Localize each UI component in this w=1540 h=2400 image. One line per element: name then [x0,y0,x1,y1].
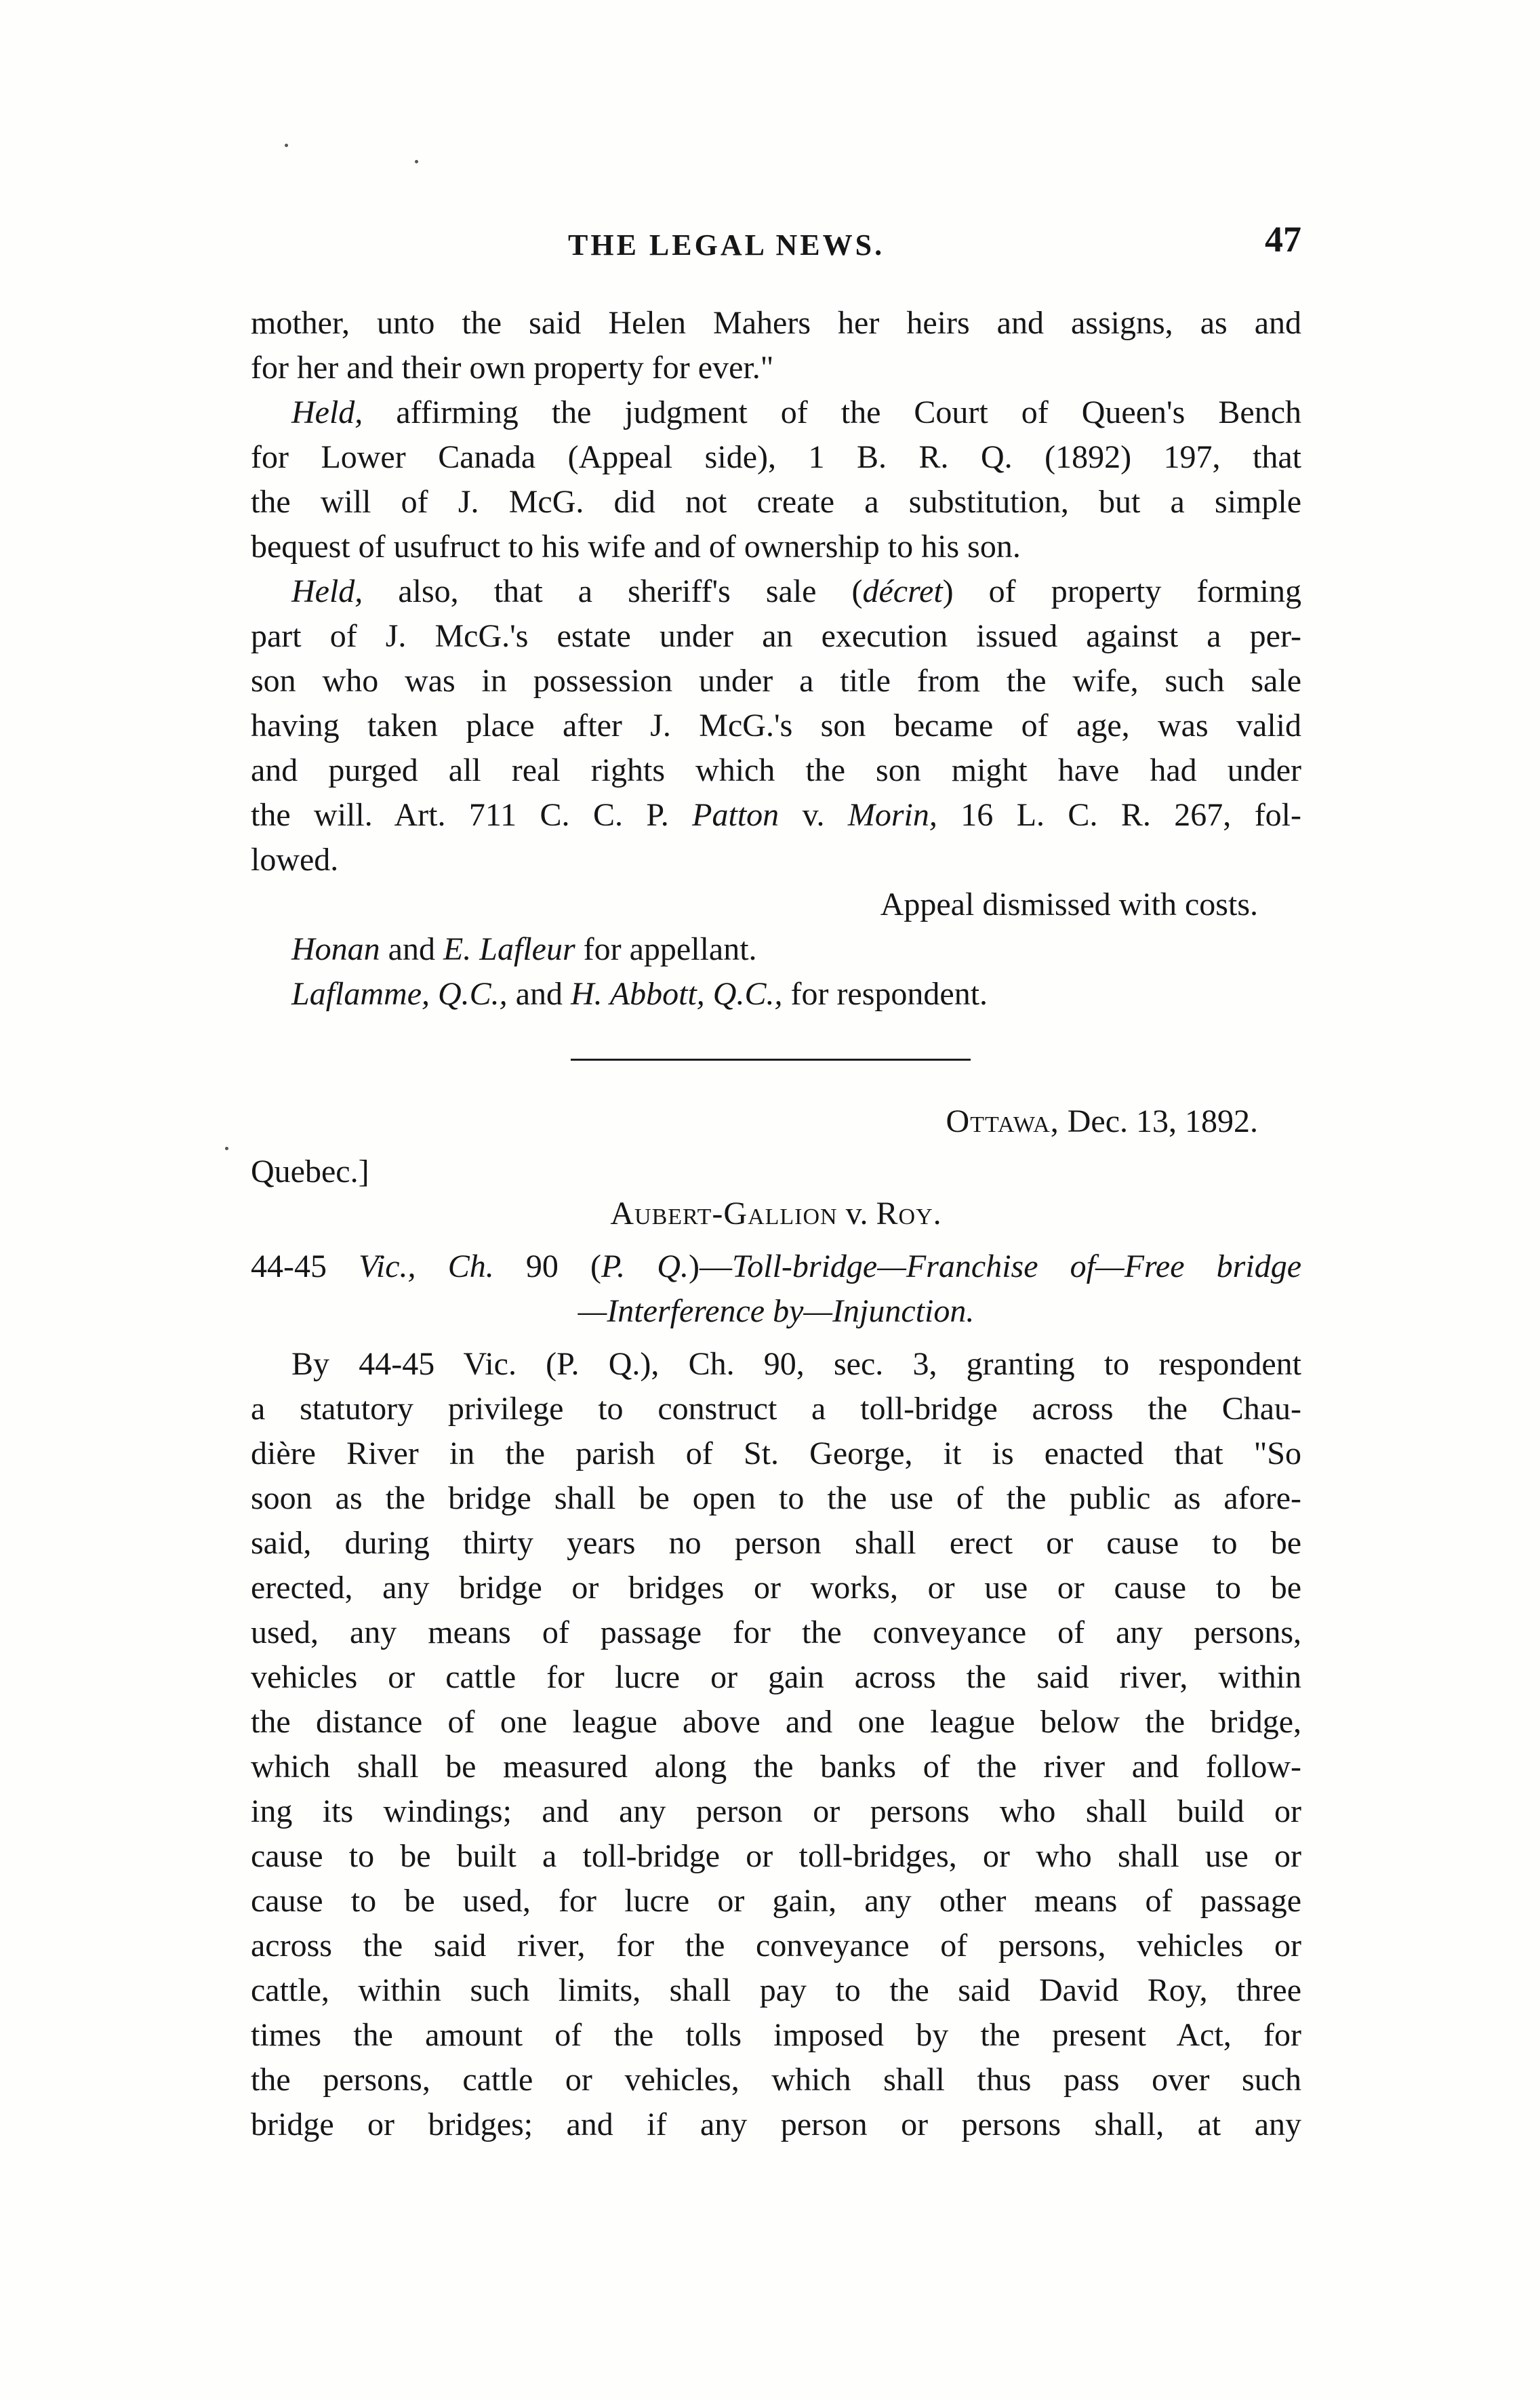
headnote: 44-45 Vic., Ch. 90 (P. Q.)—Toll-bridge—Franchise of—Free bridge [251,1248,1301,1284]
case-two-text [251,1099,1301,2147]
page-number: 47 [1265,219,1301,260]
text-line: ing its windings; and any person or persons who shall build or [251,1793,1301,1829]
case-one-text [251,301,1301,1017]
disposition: Appeal dismissed with costs. [880,887,1258,922]
text-line: cause to be built a toll-bridge or toll-bridges, or who shall use or [251,1838,1301,1874]
scan-speck [225,1147,228,1150]
text-line: part of J. McG.'s estate under an execution issued against a per- [251,618,1301,654]
text-line: and purged all real rights which the son might have had under [251,752,1301,788]
text-line: bequest of usufruct to his wife and of ownership to his son. [251,529,1021,565]
text-line: bridge or bridges; and if any person or persons shall, at any [251,2107,1301,2142]
dateline: Ottawa, Dec. 13, 1892. [946,1103,1258,1139]
text-line: son who was in possession under a title from the wife, such sale [251,663,1301,699]
text-line: a statutory privilege to construct a toll-bridge across the Chau- [251,1391,1301,1427]
running-header [251,218,1301,266]
text-line: times the amount of the tolls imposed by the present Act, for [251,2017,1301,2053]
text-line: By 44-45 Vic. (P. Q.), Ch. 90, sec. 3, granting to respondent [291,1346,1301,1382]
text-line: for her and their own property for ever." [251,350,774,386]
text-line: for Lower Canada (Appeal side), 1 B. R. Q. (1892) 197, that [251,439,1301,475]
section-divider [571,1059,971,1061]
scan-speck [415,160,418,163]
running-title: THE LEGAL NEWS. [568,228,885,262]
text-line: said, during thirty years no person shall erect or cause to be [251,1525,1301,1561]
text-line: the persons, cattle or vehicles, which shall thus pass over such [251,2062,1301,2098]
text-line: the will of J. McG. did not create a substitution, but a simple [251,484,1301,520]
text-line: erected, any bridge or bridges or works, or use or cause to be [251,1570,1301,1606]
headnote: —Interference by—Injunction. [578,1293,975,1329]
scan-speck [285,144,288,147]
text-line: which shall be measured along the banks of the river and follow- [251,1749,1301,1785]
text-line: having taken place after J. McG.'s son became of age, was valid [251,708,1301,744]
text-line: soon as the bridge shall be open to the use of the public as afore- [251,1480,1301,1516]
text-line: used, any means of passage for the conveyance of any persons, [251,1614,1301,1650]
counsel-appellant: Honan and E. Lafleur for appellant. [291,931,757,967]
held-label: Held, [291,573,363,609]
text-line: Held, also, that a sheriff's sale (décret) of property forming [291,573,1301,609]
counsel-respondent: Laflamme, Q.C., and H. Abbott, Q.C., for respondent. [291,976,988,1012]
province: Quebec.] [251,1154,369,1189]
text-line: dière River in the parish of St. George, it is enacted that "So [251,1436,1301,1471]
text-line: lowed. [251,842,339,878]
text-line: Held, affirming the judgment of the Court of Queen's Bench [291,394,1301,430]
held-label: Held, [291,394,363,430]
text-line: the distance of one league above and one league below the bridge, [251,1704,1301,1740]
case-two-body [251,1342,1301,2147]
text-line: the will. Art. 711 C. C. P. Patton v. Morin, 16 L. C. R. 267, fol- [251,797,1302,833]
case-title: Aubert-Gallion v. Roy. [610,1196,942,1232]
text-line: cattle, within such limits, shall pay to the said David Roy, three [251,1972,1301,2008]
text-line: mother, unto the said Helen Mahers her heirs and assigns, as and [251,305,1301,341]
text-line: cause to be used, for lucre or gain, any other means of passage [251,1883,1301,1919]
text-line: across the said river, for the conveyance of persons, vehicles or [251,1928,1301,1964]
text-line: vehicles or cattle for lucre or gain across the said river, within [251,1659,1301,1695]
